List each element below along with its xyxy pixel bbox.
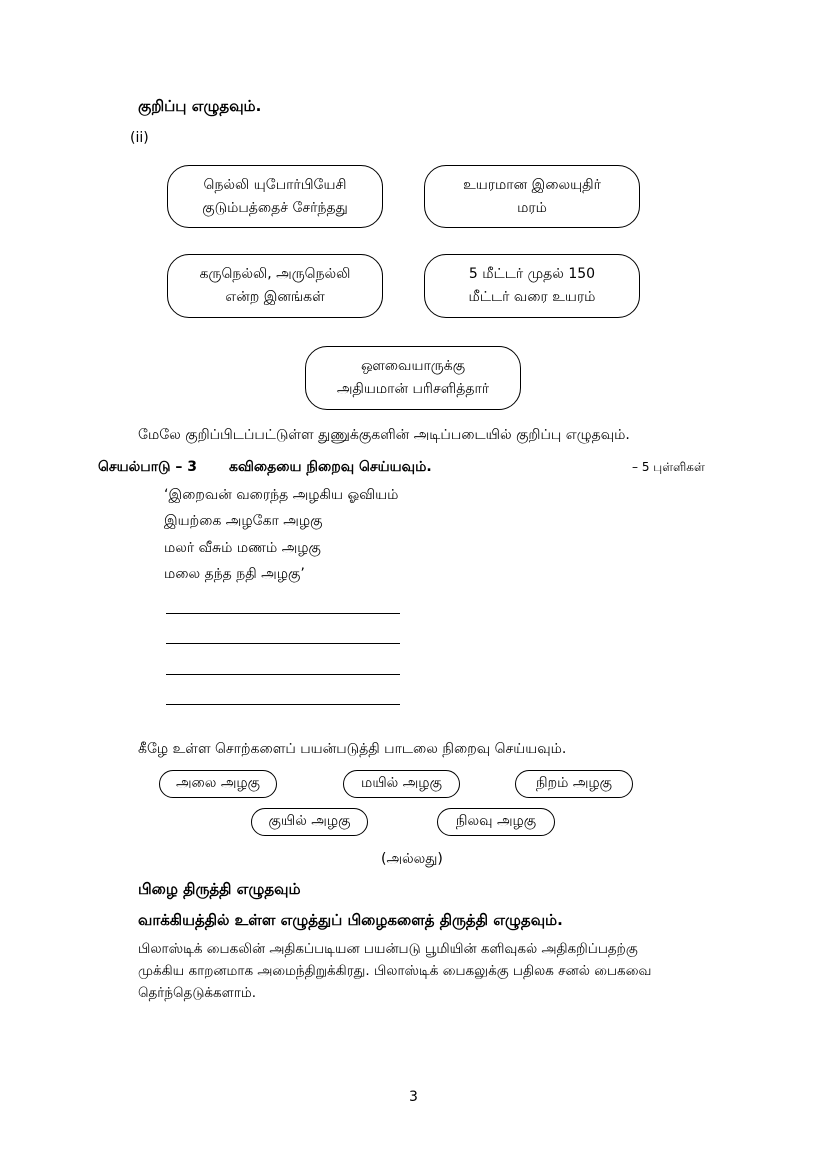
clue-line: மீட்டர் வரை உயரம்	[468, 289, 596, 305]
answer-line[interactable]	[166, 704, 400, 705]
clue-box	[424, 254, 640, 318]
error-paragraph-line: முக்கிய காறனமாக அமைந்திறுக்கிரது. பிலாஸ்டிக் பைகலுக்கு பதிலக சனல் பைகவை	[138, 963, 652, 979]
clue-line: குடும்பத்தைச் சேர்ந்தது	[202, 199, 348, 216]
activity-title: கவிதையை நிறைவு செய்யவும்.	[229, 459, 432, 475]
error-heading: பிழை திருத்தி எழுதவும்	[138, 880, 301, 898]
clue-line: உயரமான இலையுதிர்	[463, 176, 601, 193]
error-paragraph-line: பிலாஸ்டிக் பைகலின் அதிகப்படியன பயன்படு பூமியின் களிவுகல் அதிகறிப்பதற்கு	[138, 941, 638, 957]
sub-label: (ii)	[130, 130, 149, 146]
clue-line: கருநெல்லி, அருநெல்லி	[199, 266, 351, 282]
or-text: (அல்லது)	[381, 851, 443, 867]
activity-label: செயல்பாடு – 3	[98, 459, 197, 475]
answer-line[interactable]	[166, 674, 400, 675]
error-paragraph-line: தெர்ந்தெடுக்களாம்.	[138, 985, 257, 1001]
clue-line: அதியமான் பரிசளித்தார்	[336, 381, 490, 397]
poem-line: ‘இறைவன் வரைந்த அழகிய ஓவியம்	[164, 487, 399, 503]
poem-line: மலர் வீசும் மணம் அழகு	[164, 540, 321, 556]
clue-box	[305, 346, 521, 410]
page-number: 3	[409, 1089, 418, 1105]
word-option: மயில் அழகு	[343, 770, 460, 798]
clue-box	[167, 254, 383, 318]
answer-line[interactable]	[166, 613, 400, 614]
error-instruction: வாக்கியத்தில் உள்ள எழுத்துப் பிழைகளைத் திருத்தி எழுதவும்.	[138, 911, 563, 929]
clue-line: என்ற இனங்கள்	[225, 289, 325, 305]
clue-box	[424, 165, 640, 228]
word-option: நிறம் அழகு	[515, 770, 633, 798]
poem-line: இயற்கை அழகோ அழகு	[164, 513, 323, 529]
clue-line: 5 மீட்டர் முதல் 150	[468, 266, 596, 282]
clue-instruction: மேலே குறிப்பிடப்பட்டுள்ள துணுக்குகளின் அடிப்படையில் குறிப்பு எழுதவும்.	[138, 427, 630, 443]
word-option: அலை அழகு	[159, 770, 277, 798]
heading-write-note: குறிப்பு எழுதவும்.	[138, 97, 262, 115]
word-instruction: கீழே உள்ள சொற்களைப் பயன்படுத்தி பாடலை நிறைவு செய்யவும்.	[138, 741, 567, 757]
poem-line: மலை தந்த நதி அழகு’	[164, 566, 305, 582]
clue-line: நெல்லி யுபோர்பியேசி	[203, 176, 347, 193]
clue-line: ஔவையாருக்கு	[360, 358, 466, 374]
clue-line: மரம்	[517, 199, 547, 216]
word-option: நிலவு அழகு	[437, 808, 555, 836]
clue-box	[167, 165, 383, 228]
activity-marks: – 5 புள்ளிகள்	[632, 460, 705, 474]
word-option: குயில் அழகு	[251, 808, 368, 836]
answer-line[interactable]	[166, 643, 400, 644]
